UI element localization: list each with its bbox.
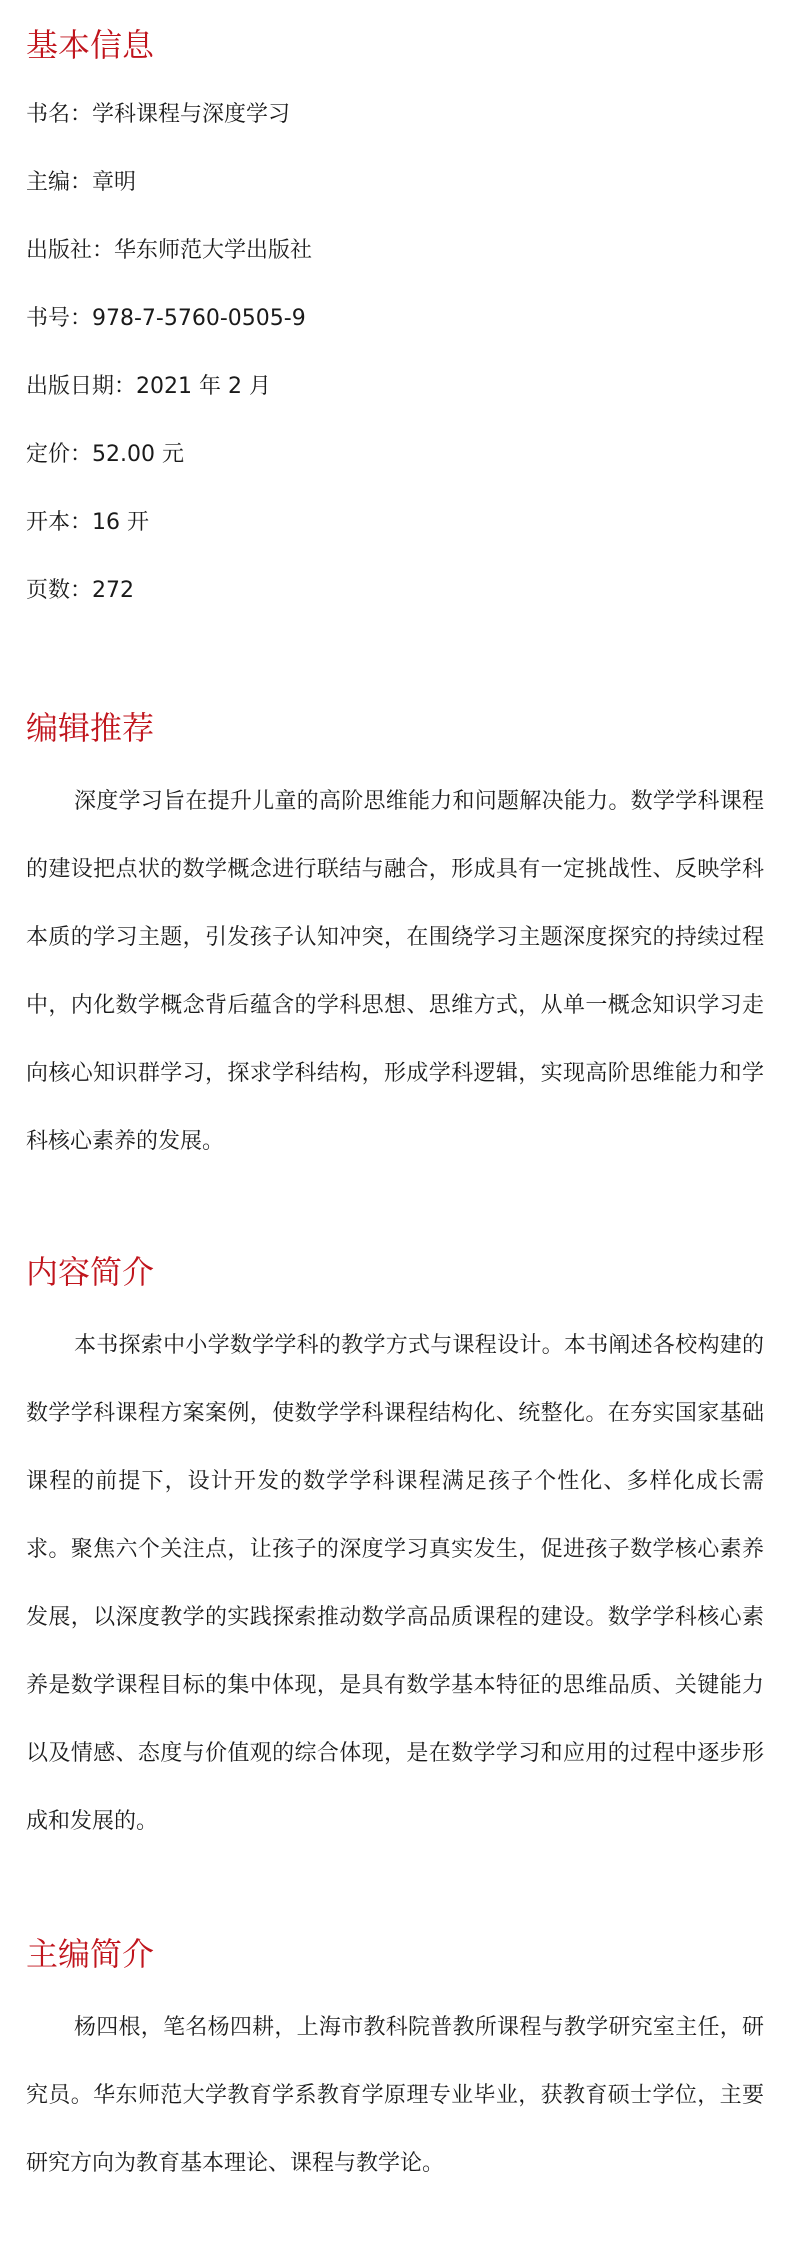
basic-info-heading: 基本信息	[26, 26, 155, 64]
content-intro-text: 本书探索中小学数学学科的教学方式与课程设计。本书阐述各校构建的数学学科课程方案案例，使数学学科课程结构化、统整化。在夯实国家基础课程的前提下，设计开发的数学学科课程满足孩子个性化、多样化成长需求。聚焦六个关注点，让孩子的深度学习真实发生，促进孩子数学核心素养发展，以深度教学的实践探索推动数学高品质课程的建设。数学学科核心素养是数学课程目标的集中体现，是具有数学基本特征的思维品质、关键能力以及情感、态度与价值观的综合体现，是在数学学习和应用的过程中逐步形成和发展的。	[26, 1333, 764, 1834]
content-intro-heading: 内容简介	[26, 1253, 155, 1291]
info-publisher: 出版社：华东师范大学出版社	[26, 238, 313, 263]
editor-recommend-text: 深度学习旨在提升儿童的高阶思维能力和问题解决能力。数学学科课程的建设把点状的数学概念进行联结与融合，形成具有一定挑战性、反映学科本质的学习主题，引发孩子认知冲突，在围绕学习主题深度探究的持续过程中，内化数学概念背后蕴含的学科思想、思维方式，从单一概念知识学习走向核心知识群学习，探求学科结构，形成学科逻辑，实现高阶思维能力和学科核心素养的发展。	[26, 789, 764, 1154]
info-title: 书名：学科课程与深度学习	[26, 102, 291, 127]
editor-recommend-heading: 编辑推荐	[26, 709, 155, 747]
info-format: 开本：16 开	[26, 510, 149, 535]
editor-intro-text: 杨四根，笔名杨四耕，上海市教科院普教所课程与教学研究室主任，研究员。华东师范大学教育学系教育学原理专业毕业，获教育硕士学位，主要研究方向为教育基本理论、课程与教学论。	[26, 2015, 764, 2176]
editor-intro-heading: 主编简介	[26, 1935, 155, 1973]
info-price: 定价：52.00 元	[26, 442, 184, 467]
info-editor: 主编：章明	[26, 170, 137, 195]
info-isbn: 书号：978-7-5760-0505-9	[26, 306, 306, 331]
info-pages: 页数：272	[26, 578, 134, 603]
info-publish-date: 出版日期：2021 年 2 月	[26, 374, 271, 399]
